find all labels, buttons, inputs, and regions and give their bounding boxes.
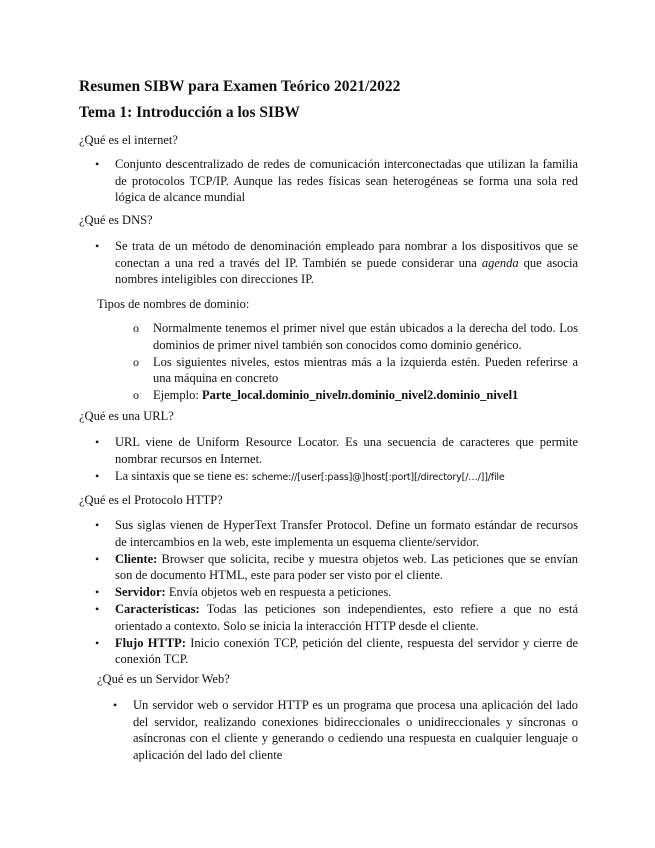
emphasis-text: agenda: [481, 255, 519, 270]
sub-item-text: Los siguientes niveles, estos mientras más a la izquierda estén. Pueden referirse a una máquina en concreto: [153, 354, 578, 385]
bullet-icon: •: [95, 602, 100, 616]
domain-types-heading: Tipos de nombres de dominio:: [97, 297, 250, 311]
bullet-text: Conjunto descentralizado de redes de comunicación interconectadas que utilizan la familia de protocolos TCP/IP. Aunque las redes físicas sean heterogéneas se forma una sola red lógica de alcance mundial: [115, 157, 578, 204]
list-item: [95, 434, 578, 467]
bullet-text: Inicio conexión TCP, petición del cliente, respuesta del servidor y cierre de conexión TCP.: [115, 635, 579, 666]
question-web-server: ¿Qué es un Servidor Web?: [97, 672, 230, 686]
example-domain-n: n: [341, 388, 349, 402]
list-item: [95, 601, 578, 634]
url-syntax-code: scheme://[user[:pass]@]host[:port][/directory[/…/]]/file: [251, 471, 505, 483]
list-item: [95, 635, 579, 668]
bullet-text: Browser que solicita, recibe y muestra objetos web. Las peticiones que se envían son de documento HTML, este para poder ser visto por el cliente.: [115, 551, 578, 582]
circle-bullet-icon: o: [133, 388, 139, 402]
internet-bullet-list: [95, 156, 578, 206]
section-title: Tema 1: Introducción a los SIBW: [79, 104, 300, 121]
example-domain-part2: .dominio_nivel2.dominio_nivel1: [348, 388, 519, 402]
question-http: ¿Qué es el Protocolo HTTP?: [79, 493, 223, 507]
list-item: [113, 697, 578, 763]
bullet-icon: •: [95, 635, 100, 650]
domain-types-list: [133, 320, 578, 404]
question-internet: ¿Qué es el internet?: [79, 133, 178, 147]
example-domain-part1: Parte_local.dominio_nivel: [201, 388, 342, 402]
bullet-text: La sintaxis que se tiene es:: [115, 468, 252, 483]
sub-item-text: Normalmente tenemos el primer nivel que están ubicados a la derecha del todo. Los dominios de primer nivel también son conocidos como dominio genérico.: [153, 321, 578, 352]
bullet-text: Sus siglas vienen de HyperText Transfer Protocol. Define un formato estándar de recursos de intercambios en la web, este implementa un esquema cliente/servidor.: [115, 518, 578, 549]
sub-item-text: Ejemplo:: [153, 388, 202, 402]
url-bullet-list: [95, 434, 578, 487]
bullet-text: Envía objetos web en respuesta a peticiones.: [165, 585, 392, 599]
list-item: [133, 354, 578, 387]
bullet-text: URL viene de Uniform Resource Locator. Es una secuencia de caracteres que permite nombrar recursos en Internet.: [115, 435, 578, 466]
list-item: [95, 156, 578, 206]
bullet-icon: •: [95, 585, 100, 599]
list-item: [95, 468, 578, 487]
bullet-text: Un servidor web o servidor HTTP es un programa que procesa una aplicación del lado del servidor, realizando conexiones bidireccionales o unidireccionales y síncronas o asíncronas con el cliente y generando o cediendo una respuesta en cualquier lenguaje o aplicación del lado del cliente: [133, 698, 578, 762]
bullet-text: Se trata de un método de denominación empleado para nombrar a los dispositivos que se conectan a una red a través del IP. También se puede considerar una: [115, 239, 578, 270]
bullet-icon: •: [95, 468, 100, 483]
circle-bullet-icon: o: [133, 354, 139, 369]
list-item: [133, 320, 578, 353]
question-dns: ¿Qué es DNS?: [79, 213, 153, 227]
bullet-text: que asocia nombres inteligibles con direcciones IP.: [115, 255, 579, 286]
term-label: Cliente:: [115, 551, 158, 566]
circle-bullet-icon: o: [133, 321, 139, 335]
bullet-icon: •: [95, 518, 100, 532]
list-item: [95, 584, 578, 601]
web-server-bullet-list: [113, 697, 578, 764]
bullet-icon: •: [95, 239, 100, 253]
document-title: Resumen SIBW para Examen Teórico 2021/2022: [79, 78, 401, 95]
bullet-text: Todas las peticiones son independientes, esto refiere a que no está orientado a contexto. Solo se inicia la interacción HTTP desde el cliente.: [115, 602, 578, 633]
bullet-icon: •: [95, 157, 100, 171]
term-label: Características:: [115, 602, 200, 616]
bullet-icon: •: [95, 551, 100, 566]
bullet-icon: •: [113, 698, 118, 712]
list-item: [95, 551, 578, 584]
http-bullet-list: [95, 517, 579, 668]
term-label: Flujo HTTP:: [115, 635, 186, 650]
list-item: [133, 387, 578, 404]
term-label: Servidor:: [115, 585, 166, 599]
question-url: ¿Qué es una URL?: [79, 409, 174, 423]
list-item: [95, 238, 579, 288]
list-item: [95, 517, 578, 550]
bullet-icon: •: [95, 435, 100, 449]
dns-bullet-list: [95, 238, 579, 288]
